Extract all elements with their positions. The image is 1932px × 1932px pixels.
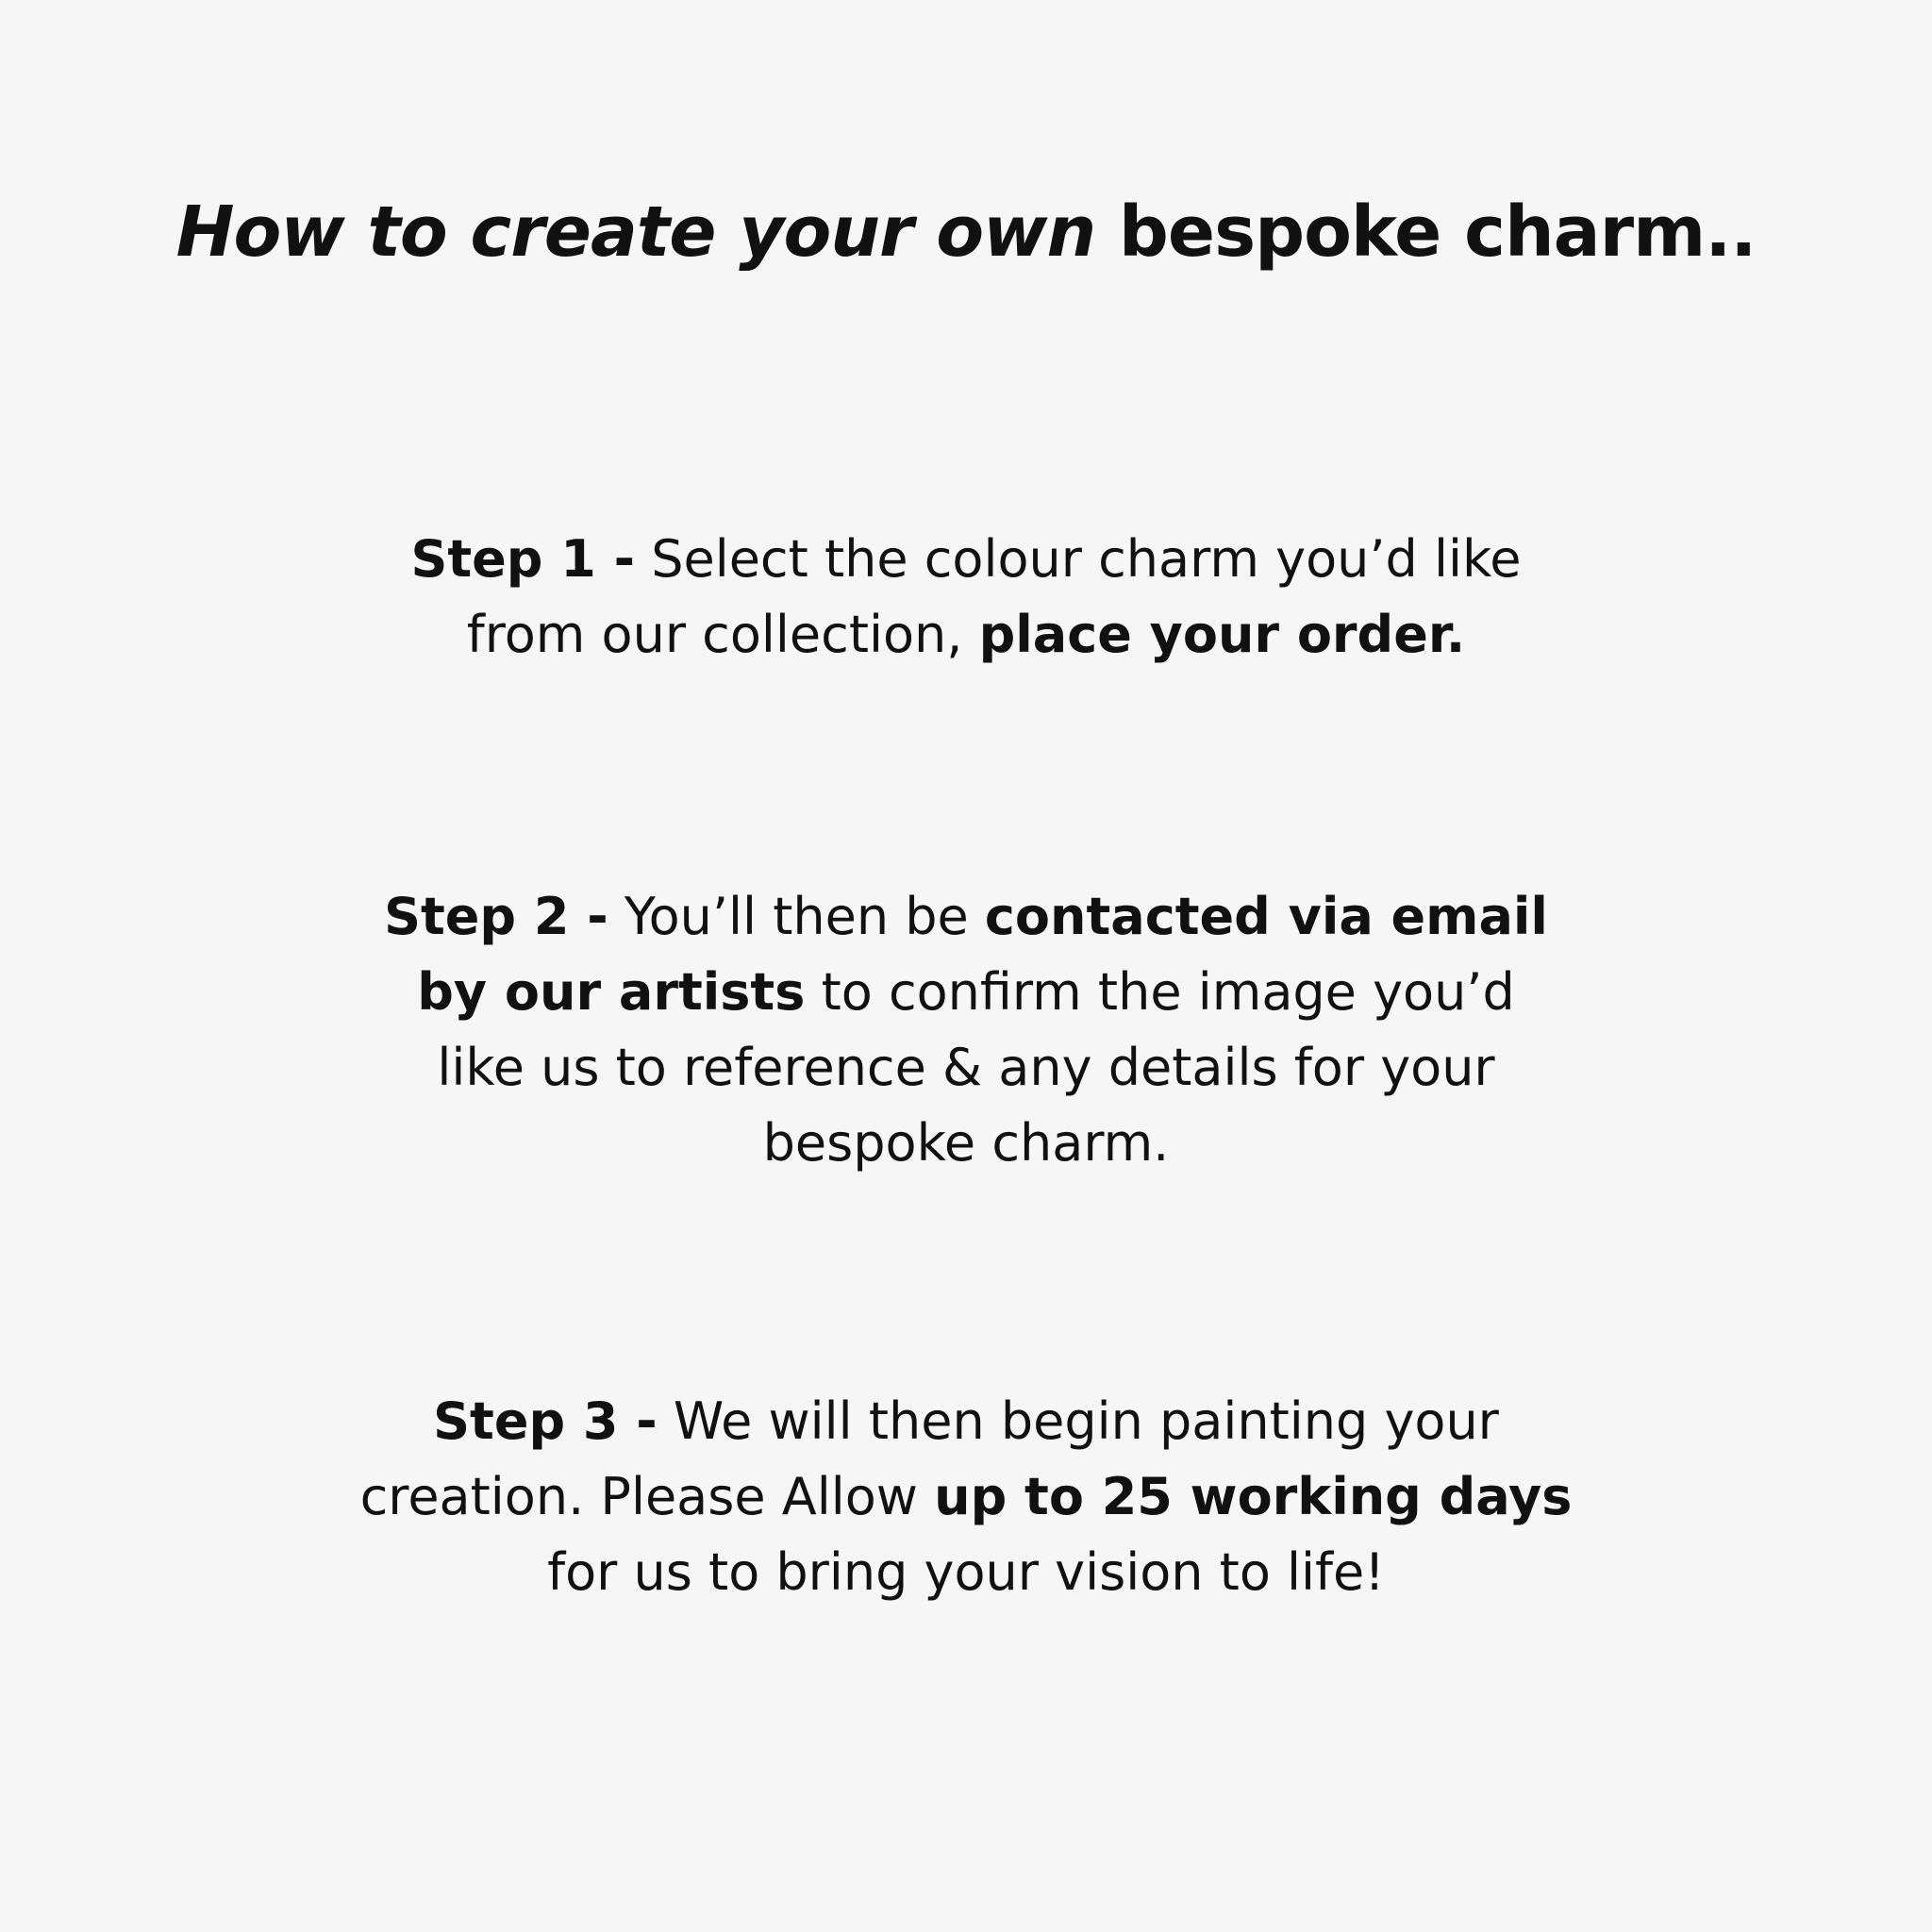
step-2-label: Step 2 - (384, 887, 608, 946)
step-2-line-4 (306, 1106, 1626, 1181)
step-2-line-3 (306, 1030, 1626, 1106)
step-2-line-2 (306, 955, 1626, 1030)
step-1-line-1 (306, 522, 1626, 597)
step-3-text-1: We will then begin painting your (673, 1391, 1499, 1451)
step-1-bold-2: place your order. (978, 605, 1466, 664)
step-2-line-1 (306, 879, 1626, 955)
step-3-label: Step 3 - (433, 1391, 658, 1451)
step-1-text-2: from our collection, (466, 605, 963, 664)
step-2-text-2: to confirm the image you’d (821, 962, 1515, 1022)
step-3 (306, 1384, 1626, 1610)
step-3-line-1 (306, 1384, 1626, 1459)
step-3-text-2: creation. Please Allow (359, 1467, 918, 1526)
step-1-text-1: Select the colour charm you’d like (651, 529, 1522, 589)
step-1 (306, 522, 1626, 673)
step-2-bold-1: contacted via email (984, 887, 1548, 946)
step-3-line-2 (306, 1459, 1626, 1535)
step-2-bold-2: by our artists (417, 962, 806, 1022)
step-3-bold-2: up to 25 working days (934, 1467, 1573, 1526)
step-2-text-3: like us to reference & any details for your (437, 1038, 1495, 1097)
step-2 (306, 879, 1626, 1181)
step-1-line-2 (306, 597, 1626, 673)
step-2-text-4: bespoke charm. (762, 1113, 1170, 1173)
page-title (0, 185, 1932, 279)
step-3-line-3 (306, 1535, 1626, 1610)
step-3-text-3: for us to bring your vision to life! (547, 1542, 1385, 1602)
title-italic-part: How to create your own (175, 192, 1096, 273)
step-2-text-1: You’ll then be (624, 887, 969, 946)
step-1-label: Step 1 - (410, 529, 636, 589)
title-regular-part: bespoke charm.. (1118, 192, 1757, 273)
